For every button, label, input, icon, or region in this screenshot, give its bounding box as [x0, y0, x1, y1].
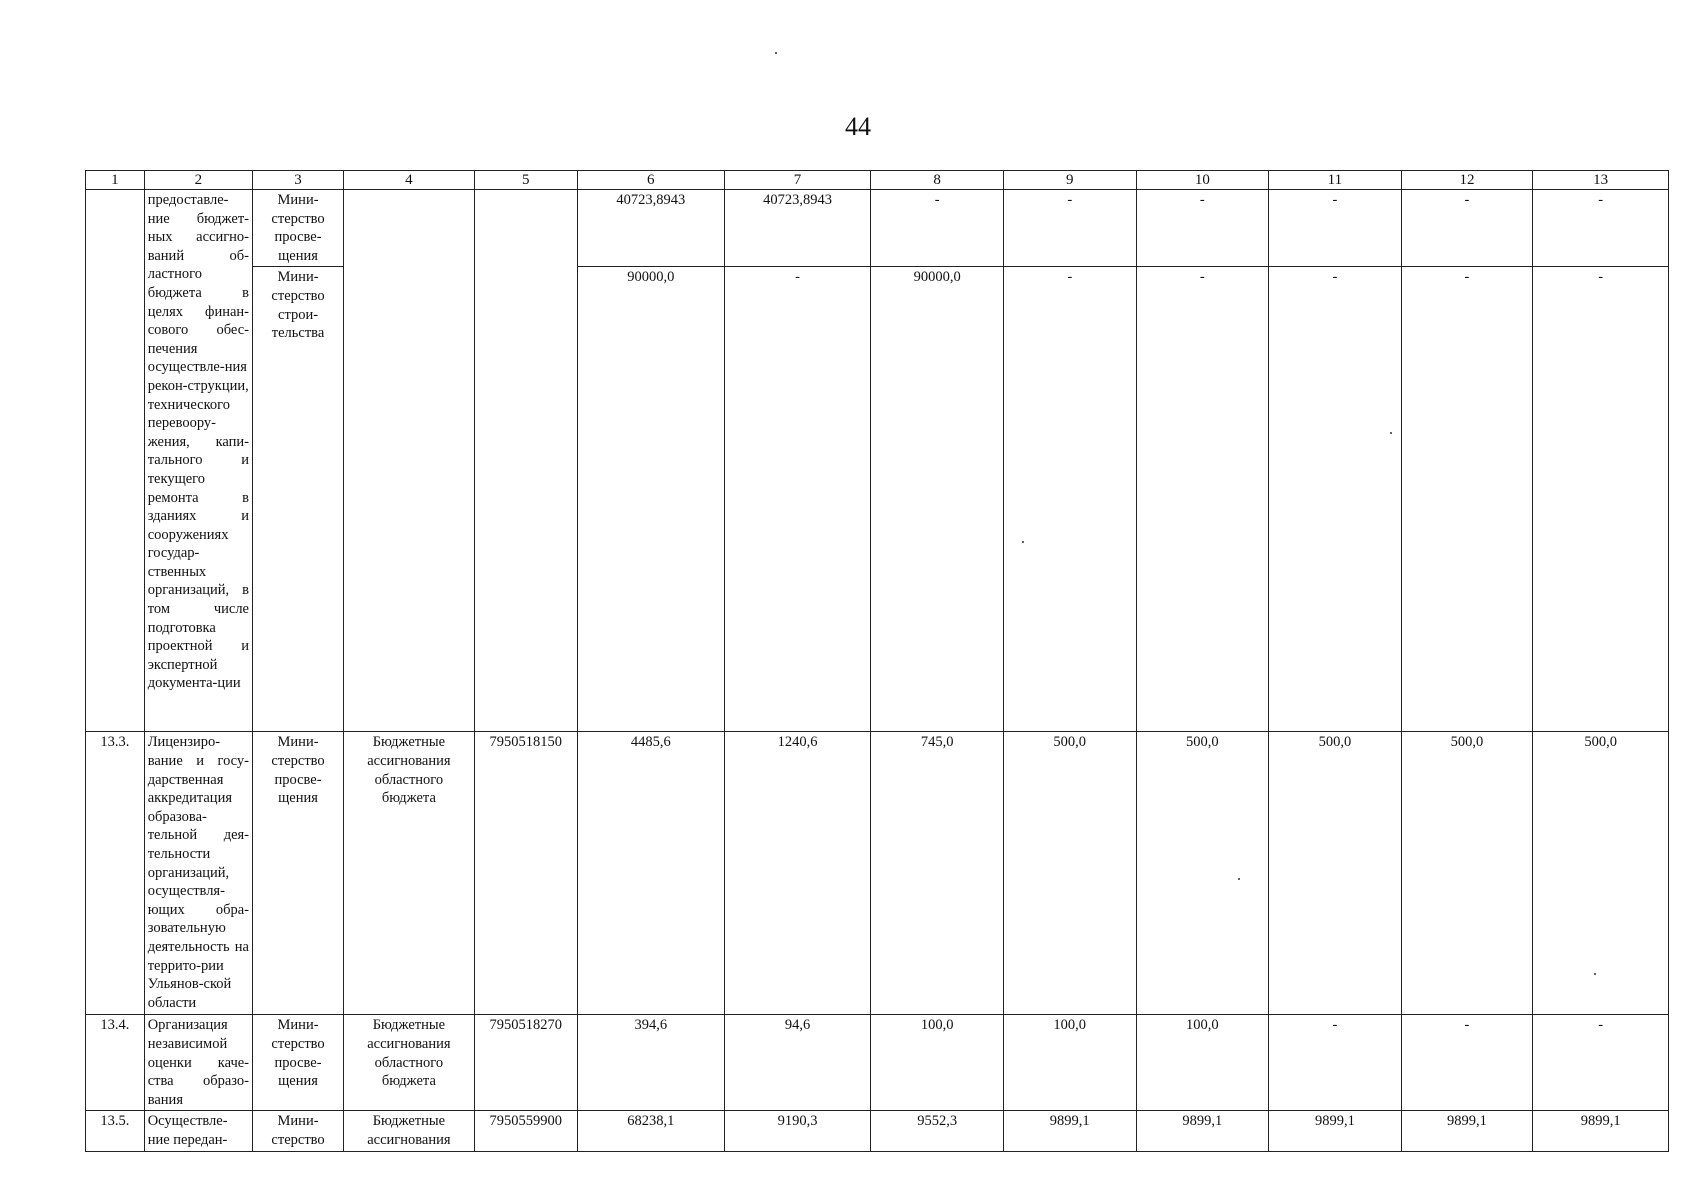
- executor-cell: Мини-стерство строи-тельства: [253, 267, 344, 732]
- measure-description: Осуществле-ние передан-: [144, 1111, 252, 1151]
- table-row: [86, 732, 1669, 1015]
- value-cell: -: [1269, 190, 1402, 267]
- col-header: 4: [344, 171, 475, 190]
- value-cell: -: [1401, 190, 1533, 267]
- executor-cell: Мини-стерство: [253, 1111, 344, 1151]
- value-cell: 90000,0: [577, 267, 724, 732]
- table-row: [86, 1015, 1669, 1111]
- col-header: 11: [1269, 171, 1402, 190]
- value-cell: -: [1533, 190, 1669, 267]
- value-cell: -: [1269, 1015, 1402, 1111]
- value-cell: 68238,1: [577, 1111, 724, 1151]
- col-header: 5: [474, 171, 577, 190]
- executor-cell: Мини-стерство просве-щения: [253, 732, 344, 1015]
- value-cell: 500,0: [1533, 732, 1669, 1015]
- value-cell: -: [1533, 267, 1669, 732]
- value-cell: 500,0: [1269, 732, 1402, 1015]
- value-cell: 100,0: [1136, 1015, 1269, 1111]
- value-cell: -: [724, 267, 871, 732]
- col-header: 8: [871, 171, 1004, 190]
- measure-description: Организация независимой оценки каче-ства образо-вания: [144, 1015, 252, 1111]
- row-number-cell: 13.4.: [86, 1015, 145, 1111]
- value-cell: -: [1003, 190, 1136, 267]
- value-cell: 9899,1: [1533, 1111, 1669, 1151]
- funding-source-cell: Бюджетные ассигнования: [344, 1111, 475, 1151]
- value-cell: 500,0: [1136, 732, 1269, 1015]
- value-cell: 500,0: [1003, 732, 1136, 1015]
- value-cell: 4485,6: [577, 732, 724, 1015]
- col-header: 7: [724, 171, 871, 190]
- col-header: 10: [1136, 171, 1269, 190]
- funding-source-cell: [344, 190, 475, 732]
- col-header: 2: [144, 171, 252, 190]
- col-header: 6: [577, 171, 724, 190]
- header-row: [86, 171, 1669, 190]
- value-cell: 100,0: [871, 1015, 1004, 1111]
- code-cell: 7950518150: [474, 732, 577, 1015]
- budget-table: [85, 170, 1669, 1152]
- value-cell: 9552,3: [871, 1111, 1004, 1151]
- row-number-cell: 13.3.: [86, 732, 145, 1015]
- value-cell: 500,0: [1401, 732, 1533, 1015]
- scan-speck: [775, 52, 777, 54]
- code-cell: [474, 190, 577, 732]
- value-cell: -: [1136, 267, 1269, 732]
- executor-cell: Мини-стерство просве-щения: [253, 190, 344, 267]
- value-cell: 90000,0: [871, 267, 1004, 732]
- table-row: [86, 267, 1669, 732]
- executor-cell: Мини-стерство просве-щения: [253, 1015, 344, 1111]
- value-cell: 1240,6: [724, 732, 871, 1015]
- value-cell: -: [1533, 1015, 1669, 1111]
- funding-source-cell: Бюджетные ассигнования областного бюджета: [344, 1015, 475, 1111]
- row-number-cell: 13.5.: [86, 1111, 145, 1151]
- value-cell: 40723,8943: [577, 190, 724, 267]
- value-cell: 100,0: [1003, 1015, 1136, 1111]
- value-cell: 9899,1: [1269, 1111, 1402, 1151]
- table-row: [86, 1111, 1669, 1151]
- value-cell: -: [1003, 267, 1136, 732]
- measure-description: Лицензиро-вание и госу-дарственная аккредитация образова-тельной дея-тельности организаций, осуществля-ющих обра-зовательную деятельность на террито-рии Ульянов-ской области: [144, 732, 252, 1015]
- value-cell: 745,0: [871, 732, 1004, 1015]
- row-number-cell: [86, 190, 145, 732]
- value-cell: 9899,1: [1136, 1111, 1269, 1151]
- value-cell: 9190,3: [724, 1111, 871, 1151]
- page-number: 44: [845, 112, 871, 141]
- code-cell: 7950559900: [474, 1111, 577, 1151]
- col-header: 13: [1533, 171, 1669, 190]
- measure-description: предоставле-ние бюджет-ных ассигно-ваний об-ластного бюджета в целях финан-сового обес-печения осуществле-ния рекон-струкции, технического перевоору-жения, капи-тального и текущего ремонта в зданиях и сооружениях государ-ственных организаций, в том числе подготовка проектной и экспертной документа-ции: [144, 190, 252, 732]
- col-header: 9: [1003, 171, 1136, 190]
- col-header: 1: [86, 171, 145, 190]
- value-cell: -: [1401, 267, 1533, 732]
- funding-source-cell: Бюджетные ассигнования областного бюджета: [344, 732, 475, 1015]
- col-header: 3: [253, 171, 344, 190]
- table-row: [86, 190, 1669, 267]
- value-cell: -: [1136, 190, 1269, 267]
- value-cell: 94,6: [724, 1015, 871, 1111]
- value-cell: 9899,1: [1401, 1111, 1533, 1151]
- value-cell: 40723,8943: [724, 190, 871, 267]
- value-cell: 394,6: [577, 1015, 724, 1111]
- value-cell: -: [1401, 1015, 1533, 1111]
- col-header: 12: [1401, 171, 1533, 190]
- value-cell: -: [1269, 267, 1402, 732]
- value-cell: 9899,1: [1003, 1111, 1136, 1151]
- value-cell: -: [871, 190, 1004, 267]
- code-cell: 7950518270: [474, 1015, 577, 1111]
